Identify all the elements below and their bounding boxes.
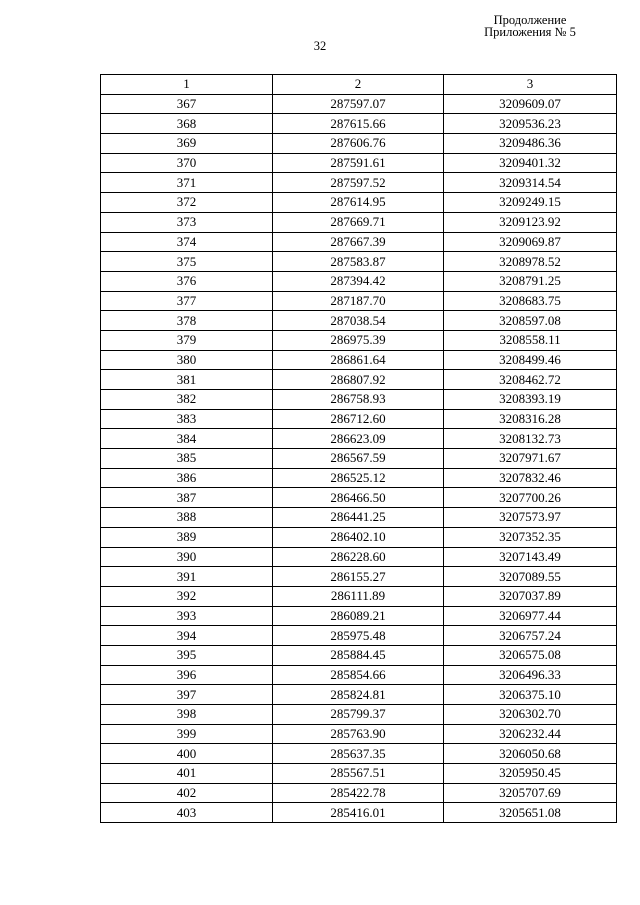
x-coordinate-cell: 287597.07 xyxy=(273,94,444,114)
y-coordinate-cell: 3207352.35 xyxy=(444,527,617,547)
y-coordinate-cell: 3209536.23 xyxy=(444,114,617,134)
continuation-line-2: Приложения № 5 xyxy=(484,25,576,39)
point-number-cell: 385 xyxy=(101,449,273,469)
table-row xyxy=(101,449,617,469)
x-coordinate-cell: 287606.76 xyxy=(273,134,444,154)
table-row xyxy=(101,547,617,567)
point-number-cell: 373 xyxy=(101,212,273,232)
point-number-cell: 378 xyxy=(101,311,273,331)
table-row xyxy=(101,114,617,134)
x-coordinate-cell: 285799.37 xyxy=(273,705,444,725)
x-coordinate-cell: 287394.42 xyxy=(273,271,444,291)
y-coordinate-cell: 3207573.97 xyxy=(444,508,617,528)
point-number-cell: 383 xyxy=(101,409,273,429)
y-coordinate-cell: 3205651.08 xyxy=(444,803,617,823)
x-coordinate-cell: 285567.51 xyxy=(273,764,444,784)
table-header-row xyxy=(101,75,617,95)
y-coordinate-cell: 3205950.45 xyxy=(444,764,617,784)
point-number-cell: 369 xyxy=(101,134,273,154)
table-row xyxy=(101,370,617,390)
point-number-cell: 384 xyxy=(101,429,273,449)
y-coordinate-cell: 3209249.15 xyxy=(444,193,617,213)
x-coordinate-cell: 286089.21 xyxy=(273,606,444,626)
table-row xyxy=(101,330,617,350)
y-coordinate-cell: 3208393.19 xyxy=(444,390,617,410)
table-row xyxy=(101,232,617,252)
y-coordinate-cell: 3207832.46 xyxy=(444,468,617,488)
y-coordinate-cell: 3208791.25 xyxy=(444,271,617,291)
point-number-cell: 403 xyxy=(101,803,273,823)
point-number-cell: 382 xyxy=(101,390,273,410)
y-coordinate-cell: 3207143.49 xyxy=(444,547,617,567)
table-row xyxy=(101,94,617,114)
table-row xyxy=(101,586,617,606)
y-coordinate-cell: 3208462.72 xyxy=(444,370,617,390)
table-row xyxy=(101,153,617,173)
table-row xyxy=(101,724,617,744)
table-row xyxy=(101,193,617,213)
y-coordinate-cell: 3209609.07 xyxy=(444,94,617,114)
point-number-cell: 368 xyxy=(101,114,273,134)
point-number-cell: 370 xyxy=(101,153,273,173)
table-row xyxy=(101,134,617,154)
x-coordinate-cell: 285884.45 xyxy=(273,645,444,665)
y-coordinate-cell: 3208978.52 xyxy=(444,252,617,272)
point-number-cell: 374 xyxy=(101,232,273,252)
y-coordinate-cell: 3206375.10 xyxy=(444,685,617,705)
y-coordinate-cell: 3206496.33 xyxy=(444,665,617,685)
continuation-note xyxy=(460,14,600,38)
x-coordinate-cell: 286228.60 xyxy=(273,547,444,567)
x-coordinate-cell: 285975.48 xyxy=(273,626,444,646)
column-header-2: 2 xyxy=(273,75,444,95)
point-number-cell: 398 xyxy=(101,705,273,725)
x-coordinate-cell: 287038.54 xyxy=(273,311,444,331)
x-coordinate-cell: 287667.39 xyxy=(273,232,444,252)
x-coordinate-cell: 285824.81 xyxy=(273,685,444,705)
y-coordinate-cell: 3207971.67 xyxy=(444,449,617,469)
point-number-cell: 388 xyxy=(101,508,273,528)
table-row xyxy=(101,271,617,291)
table-row xyxy=(101,291,617,311)
table-row xyxy=(101,764,617,784)
point-number-cell: 387 xyxy=(101,488,273,508)
table-row xyxy=(101,252,617,272)
x-coordinate-cell: 286111.89 xyxy=(273,586,444,606)
y-coordinate-cell: 3208499.46 xyxy=(444,350,617,370)
point-number-cell: 394 xyxy=(101,626,273,646)
point-number-cell: 381 xyxy=(101,370,273,390)
y-coordinate-cell: 3208683.75 xyxy=(444,291,617,311)
point-number-cell: 396 xyxy=(101,665,273,685)
x-coordinate-cell: 286623.09 xyxy=(273,429,444,449)
y-coordinate-cell: 3206050.68 xyxy=(444,744,617,764)
y-coordinate-cell: 3209401.32 xyxy=(444,153,617,173)
y-coordinate-cell: 3206232.44 xyxy=(444,724,617,744)
x-coordinate-cell: 287591.61 xyxy=(273,153,444,173)
x-coordinate-cell: 285422.78 xyxy=(273,783,444,803)
table-row xyxy=(101,626,617,646)
x-coordinate-cell: 287187.70 xyxy=(273,291,444,311)
table-row xyxy=(101,645,617,665)
point-number-cell: 395 xyxy=(101,645,273,665)
point-number-cell: 400 xyxy=(101,744,273,764)
point-number-cell: 375 xyxy=(101,252,273,272)
point-number-cell: 393 xyxy=(101,606,273,626)
x-coordinate-cell: 286807.92 xyxy=(273,370,444,390)
table-row xyxy=(101,606,617,626)
table-row xyxy=(101,409,617,429)
table-row xyxy=(101,350,617,370)
y-coordinate-cell: 3206977.44 xyxy=(444,606,617,626)
x-coordinate-cell: 286758.93 xyxy=(273,390,444,410)
x-coordinate-cell: 286975.39 xyxy=(273,330,444,350)
y-coordinate-cell: 3209486.36 xyxy=(444,134,617,154)
y-coordinate-cell: 3207089.55 xyxy=(444,567,617,587)
table-row xyxy=(101,508,617,528)
point-number-cell: 390 xyxy=(101,547,273,567)
y-coordinate-cell: 3208558.11 xyxy=(444,330,617,350)
x-coordinate-cell: 286155.27 xyxy=(273,567,444,587)
table-row xyxy=(101,173,617,193)
table-row xyxy=(101,665,617,685)
point-number-cell: 401 xyxy=(101,764,273,784)
x-coordinate-cell: 285854.66 xyxy=(273,665,444,685)
continuation-line-1: Продолжение xyxy=(493,13,567,27)
point-number-cell: 399 xyxy=(101,724,273,744)
y-coordinate-cell: 3207700.26 xyxy=(444,488,617,508)
table-row xyxy=(101,567,617,587)
x-coordinate-cell: 287614.95 xyxy=(273,193,444,213)
page-number: 32 xyxy=(313,39,327,53)
y-coordinate-cell: 3207037.89 xyxy=(444,586,617,606)
x-coordinate-cell: 287583.87 xyxy=(273,252,444,272)
point-number-cell: 371 xyxy=(101,173,273,193)
y-coordinate-cell: 3209069.87 xyxy=(444,232,617,252)
table-row xyxy=(101,803,617,823)
table-row xyxy=(101,311,617,331)
column-header-1: 1 xyxy=(101,75,273,95)
point-number-cell: 379 xyxy=(101,330,273,350)
y-coordinate-cell: 3208597.08 xyxy=(444,311,617,331)
x-coordinate-cell: 287597.52 xyxy=(273,173,444,193)
x-coordinate-cell: 287669.71 xyxy=(273,212,444,232)
table-row xyxy=(101,685,617,705)
point-number-cell: 372 xyxy=(101,193,273,213)
y-coordinate-cell: 3208316.28 xyxy=(444,409,617,429)
point-number-cell: 392 xyxy=(101,586,273,606)
y-coordinate-cell: 3206757.24 xyxy=(444,626,617,646)
x-coordinate-cell: 286441.25 xyxy=(273,508,444,528)
point-number-cell: 376 xyxy=(101,271,273,291)
y-coordinate-cell: 3209314.54 xyxy=(444,173,617,193)
x-coordinate-cell: 287615.66 xyxy=(273,114,444,134)
point-number-cell: 380 xyxy=(101,350,273,370)
point-number-cell: 391 xyxy=(101,567,273,587)
coordinates-table xyxy=(100,74,617,823)
x-coordinate-cell: 286712.60 xyxy=(273,409,444,429)
x-coordinate-cell: 285416.01 xyxy=(273,803,444,823)
y-coordinate-cell: 3206302.70 xyxy=(444,705,617,725)
x-coordinate-cell: 286567.59 xyxy=(273,449,444,469)
x-coordinate-cell: 286861.64 xyxy=(273,350,444,370)
table-row xyxy=(101,783,617,803)
x-coordinate-cell: 286402.10 xyxy=(273,527,444,547)
point-number-cell: 389 xyxy=(101,527,273,547)
table-row xyxy=(101,527,617,547)
column-header-3: 3 xyxy=(444,75,617,95)
table-row xyxy=(101,468,617,488)
x-coordinate-cell: 286525.12 xyxy=(273,468,444,488)
table-row xyxy=(101,429,617,449)
x-coordinate-cell: 285763.90 xyxy=(273,724,444,744)
table-row xyxy=(101,705,617,725)
x-coordinate-cell: 286466.50 xyxy=(273,488,444,508)
table-row xyxy=(101,744,617,764)
table-body xyxy=(101,94,617,822)
point-number-cell: 397 xyxy=(101,685,273,705)
y-coordinate-cell: 3208132.73 xyxy=(444,429,617,449)
y-coordinate-cell: 3206575.08 xyxy=(444,645,617,665)
point-number-cell: 377 xyxy=(101,291,273,311)
table-row xyxy=(101,390,617,410)
table-row xyxy=(101,212,617,232)
point-number-cell: 402 xyxy=(101,783,273,803)
x-coordinate-cell: 285637.35 xyxy=(273,744,444,764)
point-number-cell: 367 xyxy=(101,94,273,114)
y-coordinate-cell: 3209123.92 xyxy=(444,212,617,232)
y-coordinate-cell: 3205707.69 xyxy=(444,783,617,803)
table-row xyxy=(101,488,617,508)
point-number-cell: 386 xyxy=(101,468,273,488)
